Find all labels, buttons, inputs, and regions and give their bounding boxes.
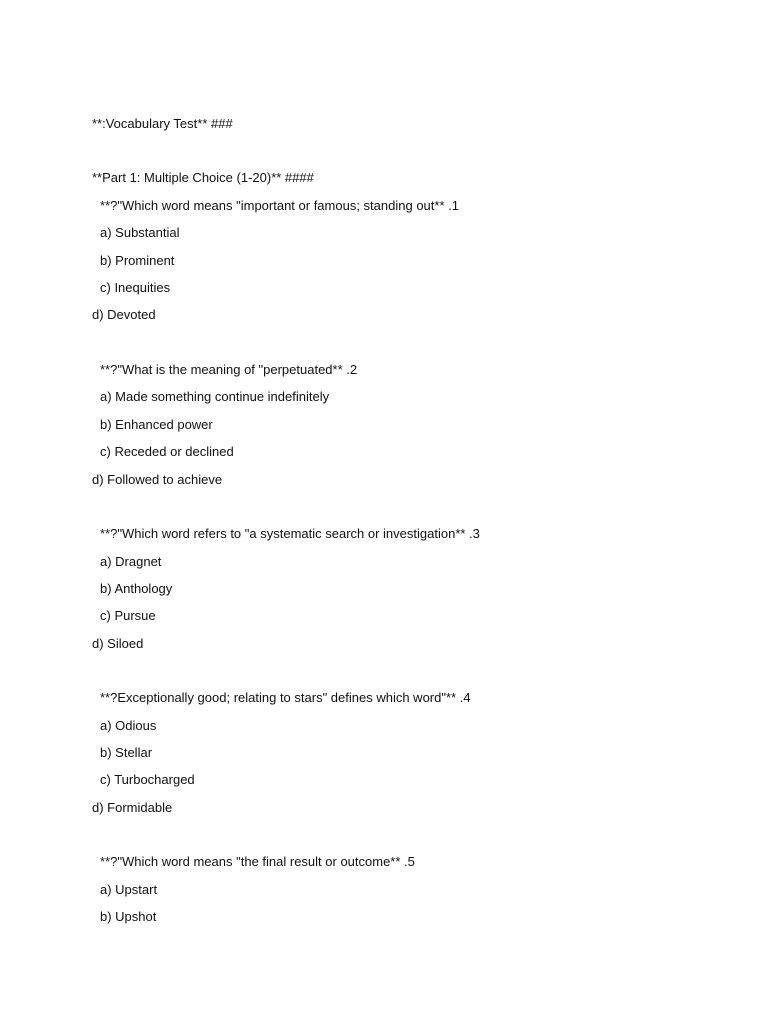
question-4-option-d: d) Formidable (92, 800, 173, 815)
question-2-prompt: **?"What is the meaning of "perpetuated** .2 (100, 362, 358, 377)
question-3-option-c: c) Pursue (100, 608, 156, 623)
question-4-option-b: b) Stellar (100, 745, 153, 760)
question-2-option-c: c) Receded or declined (100, 444, 234, 459)
question-5-option-b: b) Upshot (100, 909, 157, 924)
question-4-option-a: a) Odious (100, 718, 157, 733)
question-4-prompt: **?Exceptionally good; relating to stars" defines which word"** .4 (100, 690, 471, 705)
question-5-option-a: a) Upstart (100, 882, 158, 897)
question-2-option-a: a) Made something continue indefinitely (100, 389, 330, 404)
question-1-option-a: a) Substantial (100, 225, 180, 240)
question-5-prompt: **?"Which word means "the final result or outcome** .5 (100, 854, 415, 869)
question-2-option-d: d) Followed to achieve (92, 472, 223, 487)
question-3-option-d: d) Siloed (92, 636, 144, 651)
question-3-prompt: **?"Which word refers to "a systematic search or investigation** .3 (100, 526, 480, 541)
part1-heading: **Part 1: Multiple Choice (1-20)** #### (92, 170, 314, 185)
document-title: **:Vocabulary Test** ### (92, 116, 233, 131)
question-1-option-b: b) Prominent (100, 253, 175, 268)
question-4-option-c: c) Turbocharged (100, 772, 195, 787)
question-3-option-b: b) Anthology (100, 581, 173, 596)
question-2-option-b: b) Enhanced power (100, 417, 213, 432)
question-3-option-a: a) Dragnet (100, 554, 162, 569)
question-1-option-c: c) Inequities (100, 280, 171, 295)
question-1-option-d: d) Devoted (92, 307, 156, 322)
question-1-prompt: **?"Which word means "important or famous; standing out** .1 (100, 198, 459, 213)
